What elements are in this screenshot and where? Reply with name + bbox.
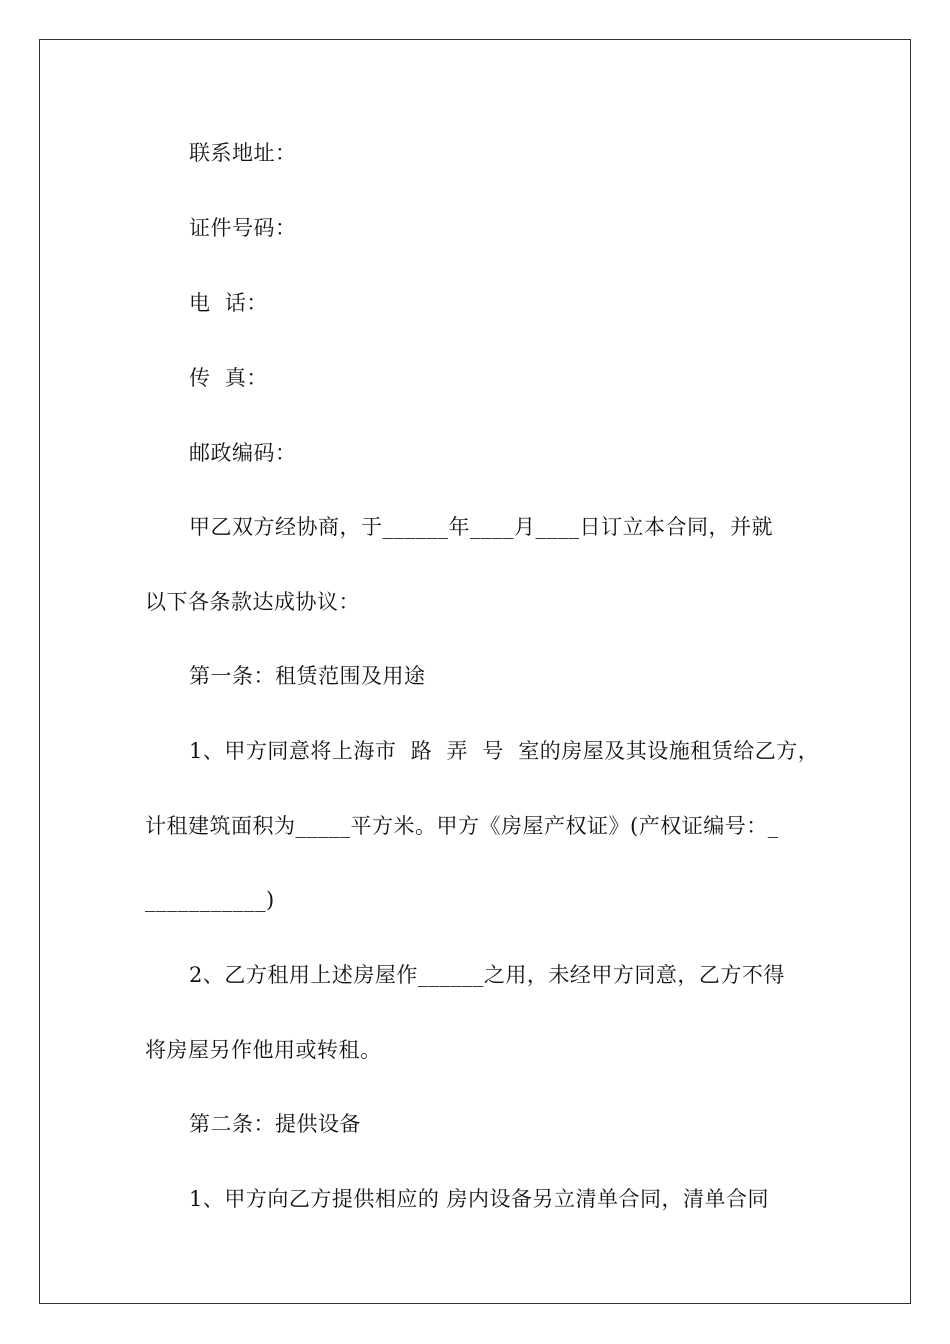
article-1-heading: 第一条：租赁范围及用途 — [189, 664, 426, 688]
article-1-clause-2-cont: 将房屋另作他用或转租。 — [145, 1038, 382, 1062]
id-number-label: 证件号码： — [189, 216, 297, 240]
article-1-clause-1: 1、甲方同意将上海市 路 弄 号 室的房屋及其设施租赁给乙方， — [189, 739, 820, 763]
article-1-clause-1-cont: 计租建筑面积为_____平方米。甲方《房屋产权证》(产权证编号：_ — [145, 814, 779, 838]
page-border — [39, 39, 911, 1304]
fax-label: 传 真： — [189, 366, 268, 390]
article-1-clause-1-blank: ___________) — [145, 888, 275, 912]
agreement-intro-line: 甲乙双方经协商，于______年____月____日订立本合同，并就 — [189, 515, 773, 539]
postal-code-label: 邮政编码： — [189, 441, 297, 465]
article-2-clause-1: 1、甲方向乙方提供相应的 房内设备另立清单合同，清单合同 — [189, 1187, 770, 1211]
contact-address-label: 联系地址： — [189, 141, 297, 165]
agreement-intro-continued: 以下各条款达成协议： — [145, 590, 360, 614]
phone-label: 电 话： — [189, 291, 268, 315]
article-2-heading: 第二条：提供设备 — [189, 1112, 361, 1136]
article-1-clause-2: 2、乙方租用上述房屋作______之用，未经甲方同意，乙方不得 — [189, 963, 785, 987]
